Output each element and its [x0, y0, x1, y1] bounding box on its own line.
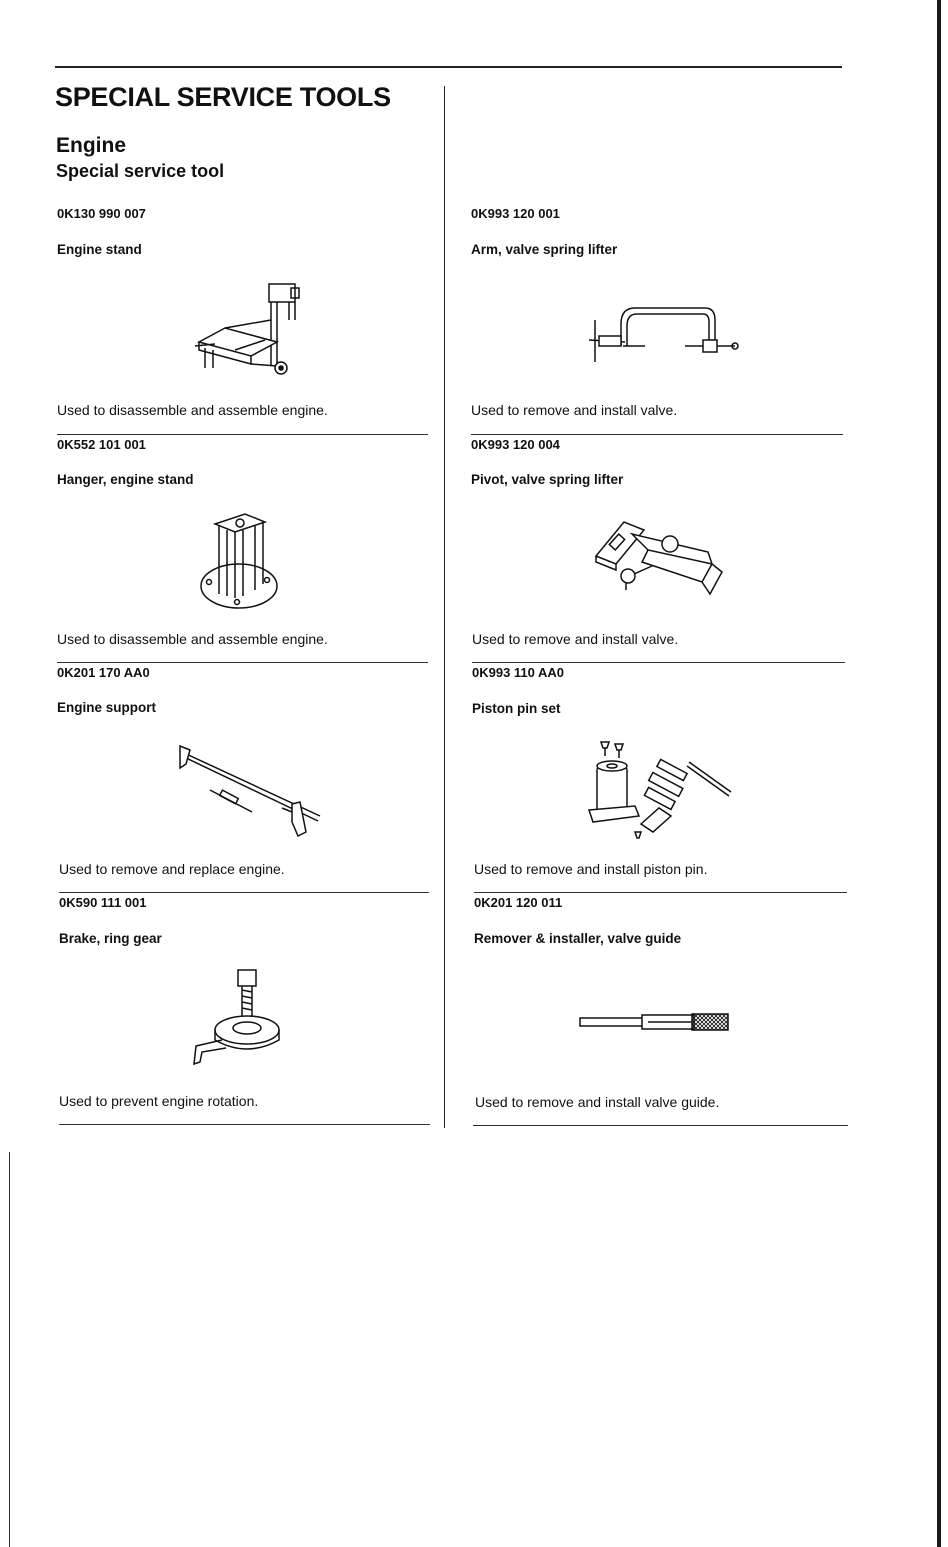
row-divider: [59, 892, 429, 893]
tool-description: Used to remove and install valve guide.: [475, 1094, 720, 1110]
section-subtitle: Special service tool: [56, 161, 225, 181]
tool-description: Used to prevent engine rotation.: [59, 1093, 259, 1109]
row-divider: [57, 434, 428, 435]
section-title: Engine: [56, 134, 127, 157]
tool-name: Arm, valve spring lifter: [471, 242, 618, 257]
row-divider: [59, 1124, 430, 1125]
tool-part-number: 0K201 170 AA0: [57, 665, 150, 680]
tool-part-number: 0K993 120 001: [471, 206, 560, 221]
tool-description: Used to disassemble and assemble engine.: [57, 631, 328, 647]
engine-stand-icon: [185, 280, 305, 380]
row-divider: [473, 1125, 848, 1126]
valve-spring-lifter-arm-icon: [585, 300, 743, 368]
engine-support-icon: [172, 742, 330, 842]
engine-stand-hanger-icon: [195, 508, 285, 613]
tool-part-number: 0K130 990 007: [57, 206, 146, 221]
tool-part-number: 0K993 110 AA0: [472, 665, 565, 680]
row-divider: [474, 892, 847, 893]
column-divider: [444, 86, 445, 1128]
tool-name: Pivot, valve spring lifter: [471, 472, 624, 487]
row-divider: [57, 662, 428, 663]
piston-pin-set-icon: [585, 736, 735, 844]
valve-spring-lifter-pivot-icon: [592, 512, 732, 602]
valve-guide-remover-installer-icon: [578, 1010, 733, 1034]
tool-part-number: 0K590 111 001: [59, 895, 147, 910]
tool-name: Remover & installer, valve guide: [474, 931, 682, 946]
tool-description: Used to remove and install piston pin.: [474, 861, 708, 877]
tool-part-number: 0K552 101 001: [57, 437, 146, 452]
tool-part-number: 0K201 120 011: [474, 895, 563, 910]
page-edge-shadow: [937, 0, 941, 1547]
tool-description: Used to remove and install valve.: [472, 631, 679, 647]
tool-name: Engine support: [57, 700, 156, 715]
row-divider: [472, 662, 845, 663]
top-rule: [55, 66, 842, 68]
tool-description: Used to remove and install valve.: [471, 402, 678, 418]
tool-part-number: 0K993 120 004: [471, 437, 560, 452]
ring-gear-brake-icon: [192, 968, 282, 1068]
tool-name: Hanger, engine stand: [57, 472, 194, 487]
row-divider: [471, 434, 843, 435]
tool-name: Brake, ring gear: [59, 931, 162, 946]
tool-description: Used to disassemble and assemble engine.: [57, 402, 328, 418]
tool-name: Engine stand: [57, 242, 142, 257]
binding-line: [9, 1152, 10, 1547]
tool-description: Used to remove and replace engine.: [59, 861, 285, 877]
page-title: SPECIAL SERVICE TOOLS: [55, 82, 391, 112]
tool-name: Piston pin set: [472, 701, 561, 716]
